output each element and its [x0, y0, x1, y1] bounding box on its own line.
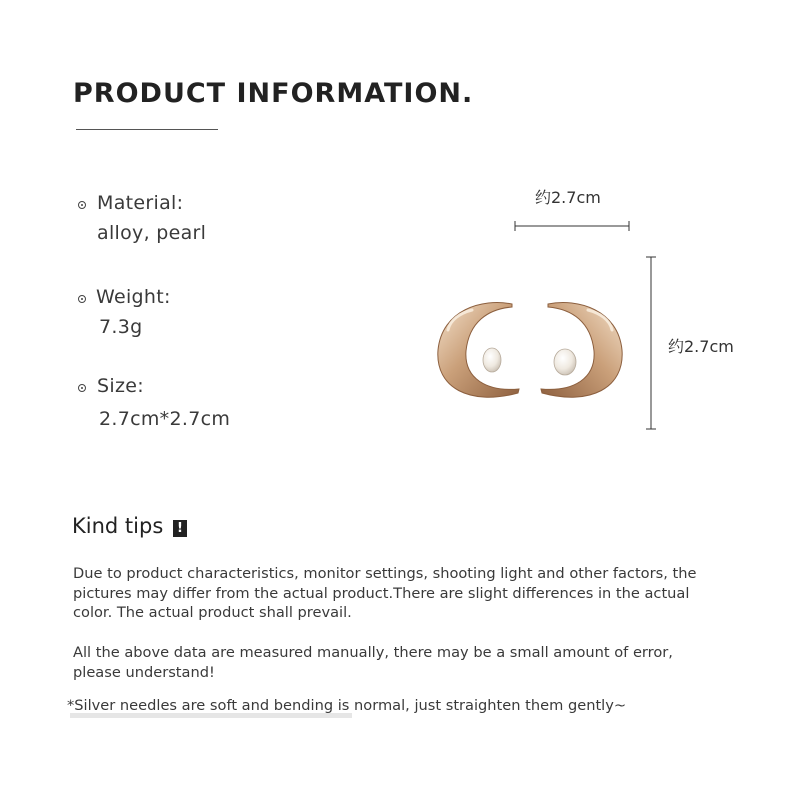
- spec-size-label: Size:: [97, 375, 144, 397]
- height-dimension-line: [646, 257, 656, 429]
- spec-weight-label: Weight:: [96, 286, 171, 308]
- title-divider: [76, 129, 218, 130]
- warning-icon: !: [173, 520, 187, 537]
- spec-material-label: Material:: [97, 192, 184, 214]
- tips-paragraph-1: Due to product characteristics, monitor settings, shooting light and other factors, the pictures may differ from the actual product.There are slight differences in the actual color. The actual product shall prevail.: [73, 565, 697, 621]
- bullet-icon: [78, 295, 86, 303]
- spec-material-value: alloy, pearl: [97, 222, 207, 244]
- left-earring: [438, 303, 519, 398]
- bullet-icon: [78, 384, 86, 392]
- height-dimension-label: 约2.7cm: [668, 337, 734, 356]
- kind-tips-heading: [72, 514, 187, 538]
- spec-size-value: 2.7cm*2.7cm: [99, 408, 231, 430]
- earring-product-image: [420, 210, 670, 440]
- tips-paragraph-2: All the above data are measured manually, there may be a small amount of error, please understand!: [73, 644, 673, 681]
- kind-tips-title: Kind tips: [72, 514, 164, 538]
- page-title: PRODUCT INFORMATION.: [73, 78, 474, 109]
- width-dimension-line: [515, 221, 629, 231]
- spec-weight-value: 7.3g: [99, 316, 143, 338]
- needle-note: *Silver needles are soft and bending is normal, just straighten them gently~: [67, 697, 627, 714]
- right-earring: [541, 303, 622, 398]
- bullet-icon: [78, 201, 86, 209]
- width-dimension-label: 约2.7cm: [535, 188, 601, 207]
